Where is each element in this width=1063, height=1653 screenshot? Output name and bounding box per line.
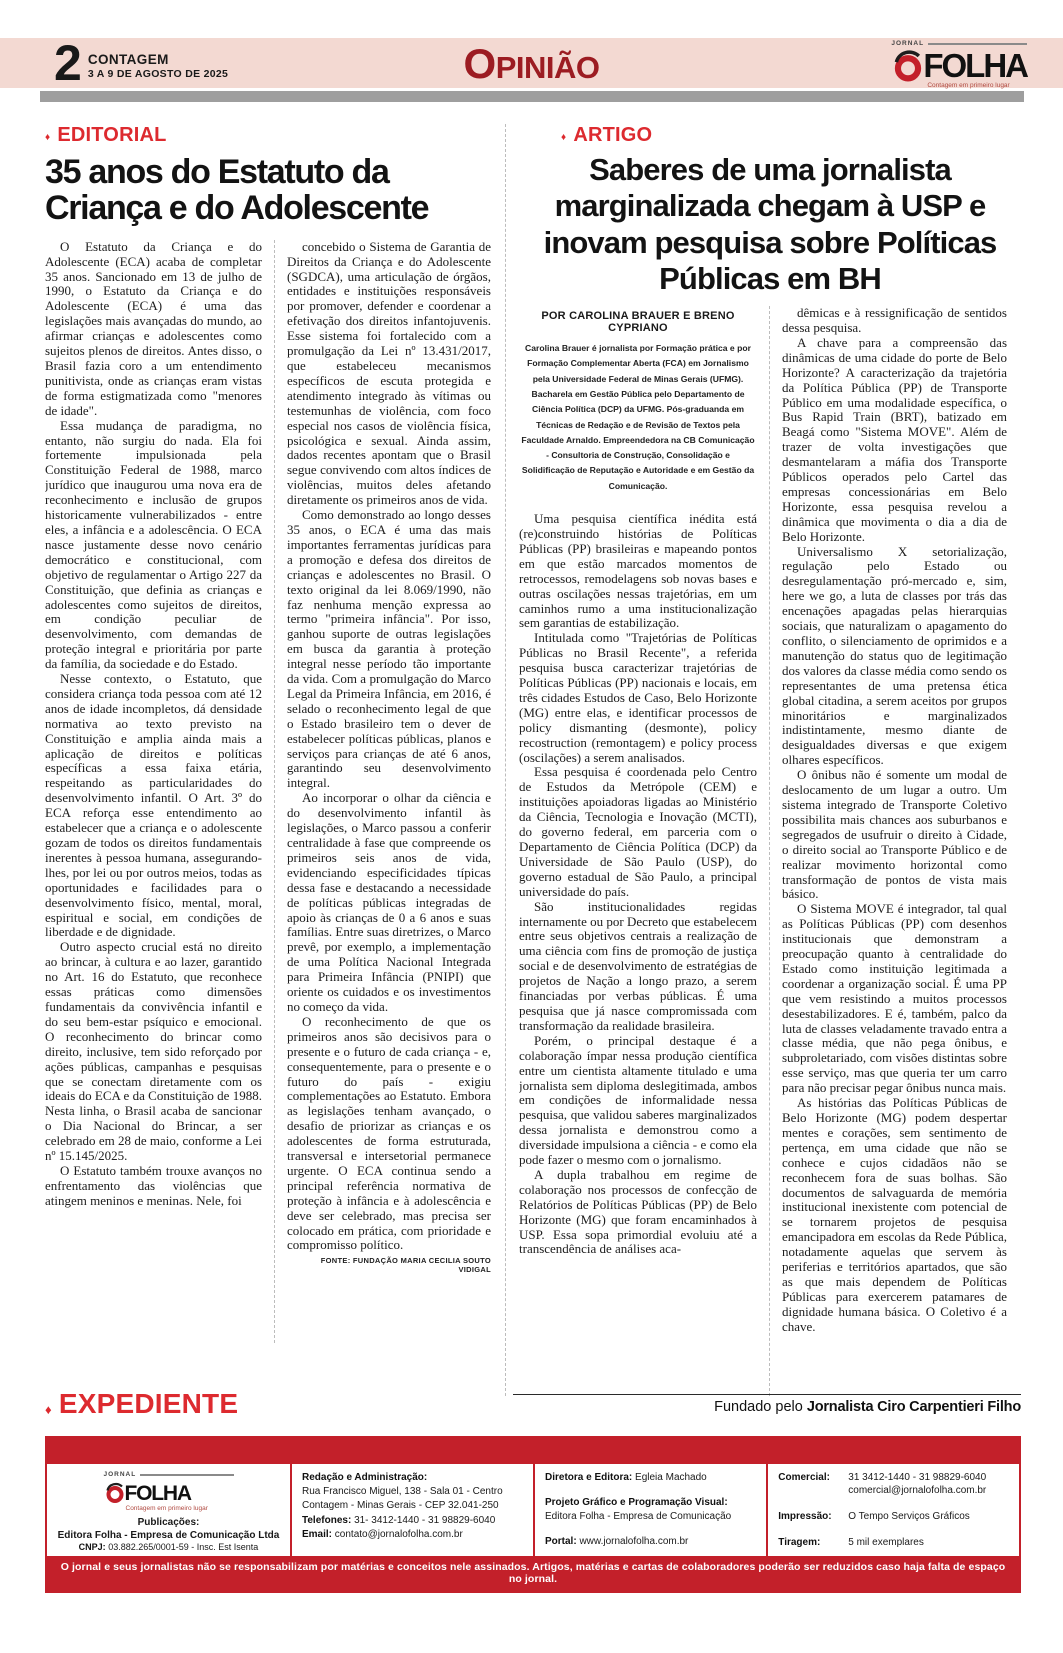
masthead-box xyxy=(45,1436,1021,1593)
editorial-columns xyxy=(45,240,505,1343)
redacao-label: Redação e Administração: xyxy=(302,1472,428,1483)
artigo-paragraph: Porém, o principal destaque é a colaboração ímpar nessa produção científica entre um cientista altamente titulado e uma jornalista sem diploma deslegitimada, ambos em condições de informalidade nessa pesquisa, que validou saberes marginalizados dessa jornalista e demonstrou como a diversidade impulsiona a ciência - e como ela pode fazer o mesmo com o jornalismo. xyxy=(519,1032,757,1168)
folha-logo-header xyxy=(891,40,1027,89)
diamond-icon: ♦ xyxy=(45,1402,52,1417)
artigo-column-1 xyxy=(519,306,757,1396)
tiragem-row xyxy=(778,1536,1009,1549)
expediente-kicker-label: EXPEDIENTE xyxy=(58,1388,239,1419)
editor-name: Egleia Machado xyxy=(635,1472,707,1483)
phones-value: 31- 3412-1440 - 31 98829-6040 xyxy=(354,1514,496,1526)
expediente-header xyxy=(45,1388,1021,1420)
logo-tagline: Contagem em primeiro lugar xyxy=(927,82,1010,89)
section-title: OPINIÃO xyxy=(463,40,600,87)
artigo-paragraph: As histórias das Políticas Públicas de Belo Horizonte (MG) podem despertar mentes e corações, sem sentimento de pertença, em uma cidade que não se conhece e cujos cidadãos não se reconhecem fora de suas bolhas. São documentos de salvaguarda de memória institucional inexistente com potencial de se tornarem projetos de pesquisa emancipadora em escolas da Rede Pública, notadamente aquelas que servem às periferias e territórios apartados, que são as que mais dependem de Políticas Públicas para exercerem patamares de dignidade humana básica. O Coletivo é a chave. xyxy=(782,1095,1007,1334)
editorial-paragraph: Ao incorporar o olhar da ciência e do desenvolvimento infantil às legislações, o Marco passou a conferir centralidade à fase que compreende os primeiros seis anos de vida, evidenciando especificidades típicas dessa fase e destacando a necessidade de políticas públicas integradas de apoio às crianças de 0 a 6 anos e suas famílias. Entre suas diretrizes, o Marco prevê, por exemplo, a implementação de uma Política Nacional Integrada para Primeira Infância (PNIPI) que oriente os cuidados e os investimentos no começo da vida. xyxy=(287,790,491,1014)
editorial-paragraph: O reconhecimento de que os primeiros anos são decisivos para o presente e o futuro de cada criança - e, consequentemente, para o presente e o futuro do país - exigiu complementações ao Estatuto. Embora as legislações tenham avançado, o desafio de priorizar as crianças e os adolescentes de forma estruturada, transversal e intersetorial permanece urgente. O ECA continua sendo a principal referência normativa de proteção à infância e à adolescência e deve ser celebrado, mas precisa ser colocado em prática, com prioridade e compromisso político. xyxy=(287,1013,491,1253)
phones-label: Telefones: xyxy=(302,1514,352,1526)
comercial-phones: 31 3412-1440 - 31 98829-6040 xyxy=(848,1472,987,1483)
redacao-email xyxy=(302,1528,523,1541)
logo-main xyxy=(104,1480,191,1508)
portal-row xyxy=(545,1535,756,1548)
logo-kicker-row xyxy=(104,1471,234,1480)
cnpj-label: CNPJ: xyxy=(78,1542,106,1553)
page-header-band xyxy=(0,35,1063,91)
artigo-paragraph: São institucionalidades regidas internamente ou por Decreto que estabelecem entre seus objetivos centrais a realização de uma ciência com fins de promoção de justiça social e de desenvolvimento de estratégias de projetos de Nação a longo prazo, a serem financiadas por verbas públicas. É uma pesquisa que já nasce compromissada com transformação da realidade brasileira. xyxy=(519,898,757,1033)
comercial-label: Comercial: xyxy=(778,1472,830,1483)
artigo-paragraph: O Sistema MOVE é integrador, tal qual as Políticas Públicas (PP) com desenhos institucionais que demonstram a preocupação quanto à centralidade do Estado como instituição legitimada a coordenar a organização social. É uma PP que vem resistindo a muitos processos desestabilizadores. E é, também, palco da luta de classes veladamente travado entra a classe média, que não pega ônibus, e subproletariado, com visões distintas sobre esse serviço, mas que queria ter um carro para não precisar pegar ônibus nunca mais. xyxy=(782,901,1007,1096)
artigo-paragraph: Uma pesquisa científica inédita está (re)construindo histórias de Políticas Públicas (PP) brasileiras e mapeando pontos em que estão marcados momentos de retrocessos, remodelagens sob novas bases e outras oscilações nessas trajetórias, em um caminhos rumo a uma institucionalização sem garantias de estabilização. xyxy=(519,511,757,631)
editorial-headline: 35 anos do Estatuto da Criança e do Adolescente xyxy=(45,153,429,228)
email-label: Email: xyxy=(302,1528,333,1540)
publisher-company: Editora Folha - Empresa de Comunicação Ltda xyxy=(57,1530,280,1542)
portal-value: www.jornalofolha.com.br xyxy=(579,1535,689,1547)
comercial-email: comercial@jornalofolha.com.br xyxy=(848,1485,987,1497)
editorial-source: FONTE: FUNDAÇÃO MARIA CECILIA SOUTO VIDIGAL xyxy=(320,1256,491,1275)
masthead-redacao-column xyxy=(290,1464,533,1556)
artigo-headline: Saberes de uma jornalista marginalizada chegam à USP e inovam pesquisa sobre Políticas Públicas em BH xyxy=(543,152,997,296)
artigo-paragraph: A chave para a compreensão das dinâmicas de uma cidade do porte de Belo Horizonte? A caracterização da trajetória da Política Pública (PP) de Transporte Público em uma modalidade específica, o Bus Rapid Train (BRT), batizado em Beagá como "Sistema MOVE". Além de trazer de volta investigações que desmantelaram a máfia dos Transporte Públicos operados pelo Cartel das empresas concessionárias em Belo Horizonte, essa pesquisa revelou a dinâmica que movimenta o dia a dia de Belo Horizonte. xyxy=(782,334,1007,544)
editorial-section xyxy=(45,124,505,1396)
logo-kicker-row xyxy=(891,40,1027,47)
redacao-address-2: Contagem - Minas Gerais - CEP 32.041-250 xyxy=(302,1500,499,1512)
editorial-paragraph: Como demonstrado ao longo desses 35 anos, o ECA é uma das mais importantes ferramentas jurídicas para a promoção e defesa dos direitos de crianças e adolescentes no Brasil. O texto original da lei 8.069/1990, não faz nenhuma menção expressa ao termo "primeira infância". Por isso, ganhou suporte de outras legislações em busca da garantia à proteção integral nesse período tão importante da vida. Com a promulgação do Marco Legal da Primeira Infância, em 2016, é selado o reconhecimento legal de que o Estado brasileiro tem o dever de estabelecer políticas públicas, planos e serviços para crianças de até 6 anos, garantindo seu desenvolvimento integral. xyxy=(287,507,491,791)
artigo-section xyxy=(505,124,1021,1396)
tiragem-label: Tiragem: xyxy=(778,1536,821,1548)
comercial-row xyxy=(778,1471,1009,1497)
portal-label: Portal: xyxy=(545,1535,577,1547)
logo-rule xyxy=(928,43,1027,45)
edition-date: 3 A 9 DE AGOSTO DE 2025 xyxy=(87,68,229,80)
editorial-paragraph: Nesse contexto, o Estatuto, que considera criança toda pessoa com até 12 anos de idade incompletos, dá densidade normativa ao texto previsto na Constituição e amplia ainda mais a aplicação de direitos e políticas específicas a essa faixa etária, respeitando as particularidades do desenvolvimento infantil. O Art. 3º do ECA reforça esse entendimento ao estabelecer que a criança e o adolescente gozam de todos os direitos fundamentais inerentes à pessoa humana, assegurando-lhes, por lei ou por outros meios, todas as oportunidades e facilidades para o desenvolvimento físico, mental, moral, espiritual e social, em condições de liberdade e de dignidade. xyxy=(45,671,262,940)
folha-o-icon xyxy=(891,49,925,83)
masthead-top-bar xyxy=(47,1438,1019,1464)
diamond-icon: ♦ xyxy=(561,132,567,143)
masthead-body xyxy=(47,1464,1019,1556)
redacao-phones xyxy=(302,1514,523,1527)
editorial-column-1 xyxy=(45,240,262,1343)
editor-row xyxy=(545,1471,756,1484)
editorial-paragraph: Outro aspecto crucial está no direito ao brincar, à cultura e ao lazer, garantido no Art. 16 do Estatuto, que reconhece essas práticas como dimensões fundamentais da convivência infantil e do seu bem-estar psíquico e emocional. O reconhecimento do brincar como direito, inclusive, tem sido reforçado por ações públicas, campanhas e pesquisas que se conectam diretamente com os ideais do ECA e da Constituição de 1988. Nesta linha, o Brasil acaba de sancionar o Dia Nacional do Brincar, a ser celebrado em 28 de maio, conforme a Lei nº 15.145/2025. xyxy=(45,939,262,1164)
comercial-contacts xyxy=(848,1471,986,1497)
logo-name: FOLHA xyxy=(124,1481,191,1505)
artigo-column-2 xyxy=(769,306,1007,1396)
redacao-address-1: Rua Francisco Miguel, 138 - Sala 01 - Centro xyxy=(302,1486,503,1498)
artigo-paragraph: dêmicas e à ressignificação de sentidos dessa pesquisa. xyxy=(782,306,1007,335)
expediente-section xyxy=(45,1388,1021,1593)
artigo-paragraph: Universalismo X setorialização, regulação pelo Estado ou desregulamentação pró-mercado e, sim, here we go, a luta de classes por trás das encenações apagadas pelas hierarquias sociais, que naturalizam o apagamento do conflito, o silenciamento de oprimidos e a manutenção do status quo de legitimação dos valores da classe média como sendo os representantes de uma pretensa ética global citadina, a serem aceitos por grupos minoritários e marginalizados indistintamente, mesmo diante de desigualdades diversas e que exigem olhares específicos. xyxy=(782,543,1007,768)
editorial-paragraph: concebido o Sistema de Garantia de Direitos da Criança e do Adolescente (SGDCA), uma articulação de órgãos, entidades e instituições responsáveis por promover, defender e coordenar a efetivação dos direitos infantojuvenis. Esse sistema foi fortalecido com a promulgação da Lei nº 13.431/2017, que estabeleceu mecanismos específicos de escuta protegida e atendimento integrado às vítimas ou testemunhas de violência, com foco especial nos casos de violência física, psicológica e sexual. Ainda assim, dados recentes apontam que o Brasil segue convivendo com altos índices de violências, muitos deles afetando diretamente os primeiros anos de vida. xyxy=(287,239,491,508)
editorial-column-2 xyxy=(274,240,491,1343)
editorial-paragraph: O Estatuto da Criança e do Adolescente (ECA) acaba de completar 35 anos. Sancionado em 13 de julho de 1990, o Estatuto da Criança e do Adolescente (ECA) é uma das legislações mais avançadas do mundo, ao afirmar crianças e adolescentes como sujeitos plenos de direitos. Antes disso, o Brasil fazia coro a um entendimento punitivista, onde as crianças eram vistas de forma estigmatizada como "menores de idade". xyxy=(45,239,262,418)
cnpj-value: 03.882.265/0001-59 - Insc. Est Isenta xyxy=(108,1542,259,1553)
diamond-icon: ♦ xyxy=(45,132,51,143)
tiragem-value: 5 mil exemplares xyxy=(848,1536,924,1548)
design-value: Editora Folha - Empresa de Comunicação xyxy=(545,1511,732,1522)
artigo-byline: POR CAROLINA BRAUER E BRENO CYPRIANO xyxy=(541,310,735,335)
masthead-comercial-column xyxy=(766,1464,1019,1556)
logo-main xyxy=(891,47,1027,85)
founder-name: Jornalista Ciro Carpentieri Filho xyxy=(806,1399,1021,1415)
artigo-byline-block xyxy=(519,306,757,504)
editorial-paragraph: O Estatuto também trouxe avanços no enfrentamento das violências que atingem meninos e meninas. Nele, foi xyxy=(45,1162,262,1208)
artigo-paragraph: O ônibus não é somente um modal de deslocamento de um lugar a outro. Um sistema integrado de Transporte Coletivo possibilita mais chances aos suburbanos e segregados de usufruir o direito à Cidade, o direito social ao Transporte Público e de realizar movimento horizontal como transformação de pontos de vista mais básico. xyxy=(782,767,1007,902)
author-bio-breno xyxy=(519,503,757,504)
masthead-direcao-column xyxy=(533,1464,766,1556)
disclaimer-bar: O jornal e seus jornalistas não se responsabilizam por matérias e conceitos nele assinados. Artigos, matérias e cartas de colaboradores poderão ser reduzidos caso haja falta de espaço no jornal. xyxy=(47,1556,1019,1591)
editorial-kicker xyxy=(45,124,505,147)
artigo-kicker-label: ARTIGO xyxy=(573,124,653,146)
impressao-value: O Tempo Serviços Gráficos xyxy=(848,1511,970,1522)
page-number: 2 xyxy=(54,35,79,91)
masthead-publisher-column xyxy=(47,1464,290,1556)
logo-jornal-label: JORNAL xyxy=(891,40,925,47)
email-value: contato@jornalofolha.com.br xyxy=(334,1528,463,1540)
impressao-row xyxy=(778,1510,1009,1523)
folha-o-icon xyxy=(104,1482,126,1504)
logo-rule xyxy=(140,1474,233,1476)
artigo-paragraph: Essa pesquisa é coordenada pelo Centro de Estudos da Metrópole (CEM) e instituições apoiadoras ligadas ao Ministério da Ciência, Tecnologia e Inovação (MCTI), do governo federal, em parceria com o Departamento de Ciência Política (DCP) da Universidade de São Paulo (USP), do governo estadual de São Paulo, a principal universidade do país. xyxy=(519,764,757,899)
logo-name: FOLHA xyxy=(923,47,1027,84)
founder-prefix: Fundado pelo xyxy=(714,1399,803,1415)
editorial-paragraph: Essa mudança de paradigma, no entanto, não surgiu do nada. Ela foi fortemente impulsionada pela Constituição Federal de 1988, marco jurídico que inaugurou uma nova era de reconhecimento e inclusão de grupos historicamente vulnerabilizados - entre eles, a infância e a adolescência. O ECA nasce justamente desse novo cenário democrático e constitucional, com objetivo de regulamentar o Artigo 227 da Constituição, que definia as crianças e adolescentes como sujeitos de direitos, em condição peculiar de desenvolvimento, com demandas de proteção integral e prioritária por parte da família, da sociedade e do Estado. xyxy=(45,417,262,672)
artigo-paragraph: Intitulada como "Trajetórias de Políticas Públicas no Brasil Recente", a referida pesquisa busca caracterizar trajetórias de Políticas Públicas (PP) nacionais e locais, em três cidades Estudos de Caso, Belo Horizonte (MG) entre elas, e identificar processos de policy dismanting (desmonte), policy recostruction (remontagem) e policy process (oscilações) a serem analisados. xyxy=(519,630,757,765)
expediente-kicker xyxy=(45,1388,238,1420)
artigo-kicker xyxy=(561,124,1021,147)
header-divider-bar xyxy=(40,91,1024,102)
impressao-label: Impressão: xyxy=(778,1511,832,1522)
artigo-paragraph: A dupla trabalhou em regime de colaboração nos processos de confecção de Relatórios de Políticas Públicas (PP) de Belo Horizonte (MG) que foram encaminhados à USP. Essa sopa primordial evoluiu até a transcendência de análises aca- xyxy=(519,1166,757,1257)
editor-label: Diretora e Editora: xyxy=(545,1472,633,1483)
artigo-columns xyxy=(519,306,1021,1396)
founder-line xyxy=(513,1394,1021,1415)
logo-jornal-label: JORNAL xyxy=(103,1471,137,1478)
design-group xyxy=(545,1496,756,1524)
design-label: Projeto Gráfico e Programação Visual: xyxy=(545,1496,728,1508)
folha-logo-masthead xyxy=(104,1471,234,1514)
logo-tagline: Contagem em primeiro lugar xyxy=(125,1505,208,1513)
publications-label: Publicações: xyxy=(137,1516,200,1528)
editorial-kicker-label: EDITORIAL xyxy=(57,124,167,146)
author-bio-carolina: Carolina Brauer é jornalista por Formação prática e por Formação Complementar Aberta (FCA) em Jornalismo pela Universidade Federal de Minas Gerais (UFMG). Bacharela em Gestão Pública pelo Departamento de Ciência Política (DCP) da UFMG. Pós-graduanda em Técnicas de Redação e de Revisão de Textos pela Faculdade Arnaldo. Empreendedora na CB Comunicação - Consultoria de Construção, Consolidação e Solidificação de Reputação e Autoridade e em Gestão da Comunicação. xyxy=(521,343,755,491)
publisher-cnpj xyxy=(57,1542,280,1554)
edition-city: CONTAGEM xyxy=(87,52,169,67)
content xyxy=(45,124,1021,1396)
